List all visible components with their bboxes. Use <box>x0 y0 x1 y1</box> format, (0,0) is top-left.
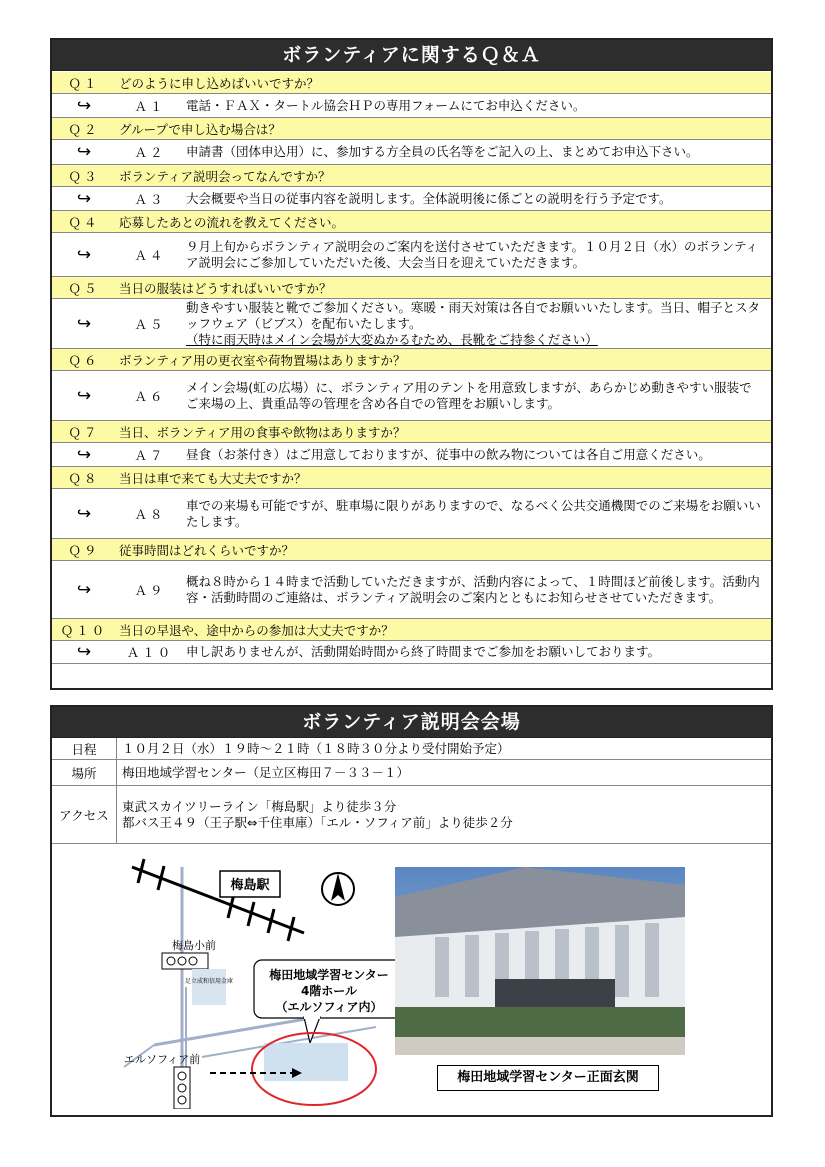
question-number: Ｑ４ <box>68 214 100 230</box>
place-label: 場所 <box>52 760 117 785</box>
answer-arrow-icon: ↪ <box>76 142 92 162</box>
question-text: 当日の早退や、途中からの参加は大丈夫ですか？ <box>119 622 394 638</box>
answer-note: （特に雨天時はメイン会場が大変ぬかるむため、長靴をご持参ください） <box>186 331 598 347</box>
answer-row <box>52 371 771 421</box>
question-row <box>52 349 771 371</box>
answer-number: Ａ７ <box>134 447 166 463</box>
answer-row <box>52 299 771 349</box>
answer-body: 動きやすい服装と靴でご参加ください。寒暖・雨天対策は各自でお願いいたします。当日、帽子とスタッフウェア（ビブス）を配布いたします。 <box>186 299 761 331</box>
question-text: 従事時間はどれくらいですか？ <box>119 542 295 558</box>
question-number: Ｑ１０ <box>60 622 108 638</box>
bank-block <box>192 969 226 1005</box>
access-value <box>122 799 765 831</box>
question-text: 応募したあとの流れを教えてください。 <box>119 214 345 230</box>
answer-body: メイン会場(虹の広場）に、ボランティア用のテントを用意致しますが、あらかじめ動きやすい服装でご来場の上、貴重品等の管理を含め各自での管理をお願いします。 <box>186 379 752 411</box>
answer-text <box>186 239 763 271</box>
question-text: グループで申し込む場合は？ <box>119 121 281 137</box>
question-number: Ｑ７ <box>68 424 100 440</box>
answer-number: Ａ１０ <box>126 645 174 660</box>
answer-row <box>52 233 771 277</box>
answer-text <box>186 144 763 160</box>
question-number: Ｑ１ <box>68 75 100 91</box>
facility-name: 梅田地域学習センター <box>269 968 389 982</box>
question-text: 当日、ボランティア用の食事や飲物はありますか？ <box>119 424 406 440</box>
answer-row <box>52 641 771 664</box>
question-text: ボランティア用の更衣室や荷物置場はありますか？ <box>119 352 406 368</box>
bus-stop-label: エルソフィア前 <box>124 1053 201 1066</box>
answer-number: Ａ６ <box>134 388 166 404</box>
answer-body: 申し訳ありませんが、活動開始時間から終了時間までご参加をお願いしております。 <box>186 644 661 659</box>
date-value: １０月２日（水）１９時～２１時（１８時３０分より受付開始予定） <box>122 740 510 756</box>
question-number: Ｑ３ <box>68 168 100 184</box>
answer-text <box>186 191 763 207</box>
question-text: 当日の服装はどうすればいいですか？ <box>119 280 332 296</box>
answer-arrow-icon: ↪ <box>76 579 92 600</box>
question-number: Ｑ８ <box>68 470 100 486</box>
answer-row <box>52 140 771 165</box>
answer-row <box>52 561 771 619</box>
answer-arrow-icon: ↪ <box>76 385 92 406</box>
answer-row <box>52 187 771 211</box>
answer-arrow-icon: ↪ <box>76 642 92 662</box>
question-row <box>52 72 771 94</box>
venue-access-row <box>52 786 771 844</box>
answer-number: Ａ５ <box>134 316 166 332</box>
access-line-1: 東武スカイツリーライン「梅島駅」より徒歩３分 <box>122 798 397 814</box>
answer-body: 車での来場も可能ですが、駐車場に限りがありますので、なるべく公共交通機関でのご来場をお願いいたします。 <box>186 497 761 529</box>
answer-arrow-icon: ↪ <box>76 503 92 524</box>
answer-text <box>186 300 763 348</box>
answer-number: Ａ３ <box>134 191 166 207</box>
venue-date-row <box>52 738 771 760</box>
venue-title: ボランティア説明会会場 <box>52 707 771 738</box>
venue-section <box>50 705 773 1117</box>
photo-caption: 梅田地域学習センター正面玄関 <box>437 1065 659 1091</box>
answer-number: Ａ１ <box>134 98 166 114</box>
facility-building: （エルソフィア内） <box>275 1000 383 1014</box>
question-number: Ｑ５ <box>68 280 100 296</box>
question-number: Ｑ６ <box>68 352 100 368</box>
answer-number: Ａ２ <box>134 145 166 160</box>
question-row <box>52 539 771 561</box>
bus-stop-icon <box>167 957 197 965</box>
answer-body: 昼食（お茶付き）はご用意しておりますが、従事中の飲み物については各自ご用意ください。 <box>186 446 711 462</box>
access-label: アクセス <box>52 786 117 843</box>
answer-body: 申請書（団体申込用）に、参加する方全員の氏名等をご記入の上、まとめてお申込下さい。 <box>186 144 699 159</box>
question-text: ボランティア説明会ってなんですか？ <box>119 168 331 184</box>
answer-number: Ａ４ <box>134 247 166 263</box>
venue-place-row <box>52 760 771 786</box>
station-label: 梅島駅 <box>230 878 270 893</box>
question-row <box>52 165 771 187</box>
answer-number: Ａ９ <box>134 582 166 598</box>
building-block <box>264 1043 348 1081</box>
answer-text <box>186 380 763 412</box>
answer-row <box>52 443 771 467</box>
answer-text <box>186 98 763 114</box>
answer-arrow-icon: ↪ <box>76 313 92 334</box>
question-text: 当日は車で来ても大丈夫ですか？ <box>119 470 307 486</box>
question-row <box>52 421 771 443</box>
question-row <box>52 277 771 299</box>
answer-row <box>52 489 771 539</box>
answer-text <box>186 574 763 606</box>
date-label: 日程 <box>52 738 117 759</box>
question-text: どのように申し込めばいいですか？ <box>119 75 320 91</box>
question-row <box>52 211 771 233</box>
question-row <box>52 619 771 641</box>
answer-text <box>186 644 763 660</box>
place-value: 梅田地域学習センター（足立区梅田７－３３－１） <box>122 764 410 780</box>
question-row <box>52 467 771 489</box>
access-line-2: 都バス王４９（王子駅⇔千住車庫）「エル・ソフィア前」より徒歩２分 <box>122 814 513 830</box>
answer-arrow-icon: ↪ <box>76 188 92 209</box>
access-map <box>114 847 414 1109</box>
answer-row <box>52 94 771 118</box>
bank-label: 足立成和信用金庫 <box>184 978 234 985</box>
answer-number: Ａ８ <box>134 506 166 522</box>
answer-text <box>186 498 763 530</box>
building-photo <box>395 867 685 1055</box>
answer-body: ９月上旬からボランティア説明会のご案内を送付させていただきます。１０月２日（水）のボランティア説明会にご参加していただいた後、大会当日を迎えていただきます。 <box>186 238 759 270</box>
question-number: Ｑ２ <box>68 121 100 137</box>
answer-body: 概ね８時から１４時まで活動していただきますが、活動内容によって、１時間ほど前後します。活動内容・活動時間のご連絡は、ボランティア説明会のご案内とともにお知らせさせていただきます。 <box>186 573 760 605</box>
answer-arrow-icon: ↪ <box>76 95 92 116</box>
answer-body: 電話・ＦＡＸ・タートル協会ＨＰの専用フォームにてお申込ください。 <box>186 97 586 113</box>
answer-body: 大会概要や当日の従事内容を説明します。全体説明後に係ごとの説明を行う予定です。 <box>186 190 672 206</box>
answer-arrow-icon: ↪ <box>76 444 92 465</box>
qa-title: ボランティアに関するＱ＆Ａ <box>52 40 771 71</box>
qa-section <box>50 38 773 690</box>
bus-stop-label: 梅島小前 <box>172 939 216 952</box>
question-row <box>52 118 771 140</box>
answer-text <box>186 447 763 463</box>
bus-stop-icon <box>178 1072 186 1104</box>
question-number: Ｑ９ <box>68 542 100 558</box>
photo-plaza <box>395 1037 685 1055</box>
facility-hall: 4階ホール <box>300 984 358 998</box>
answer-arrow-icon: ↪ <box>76 244 92 265</box>
